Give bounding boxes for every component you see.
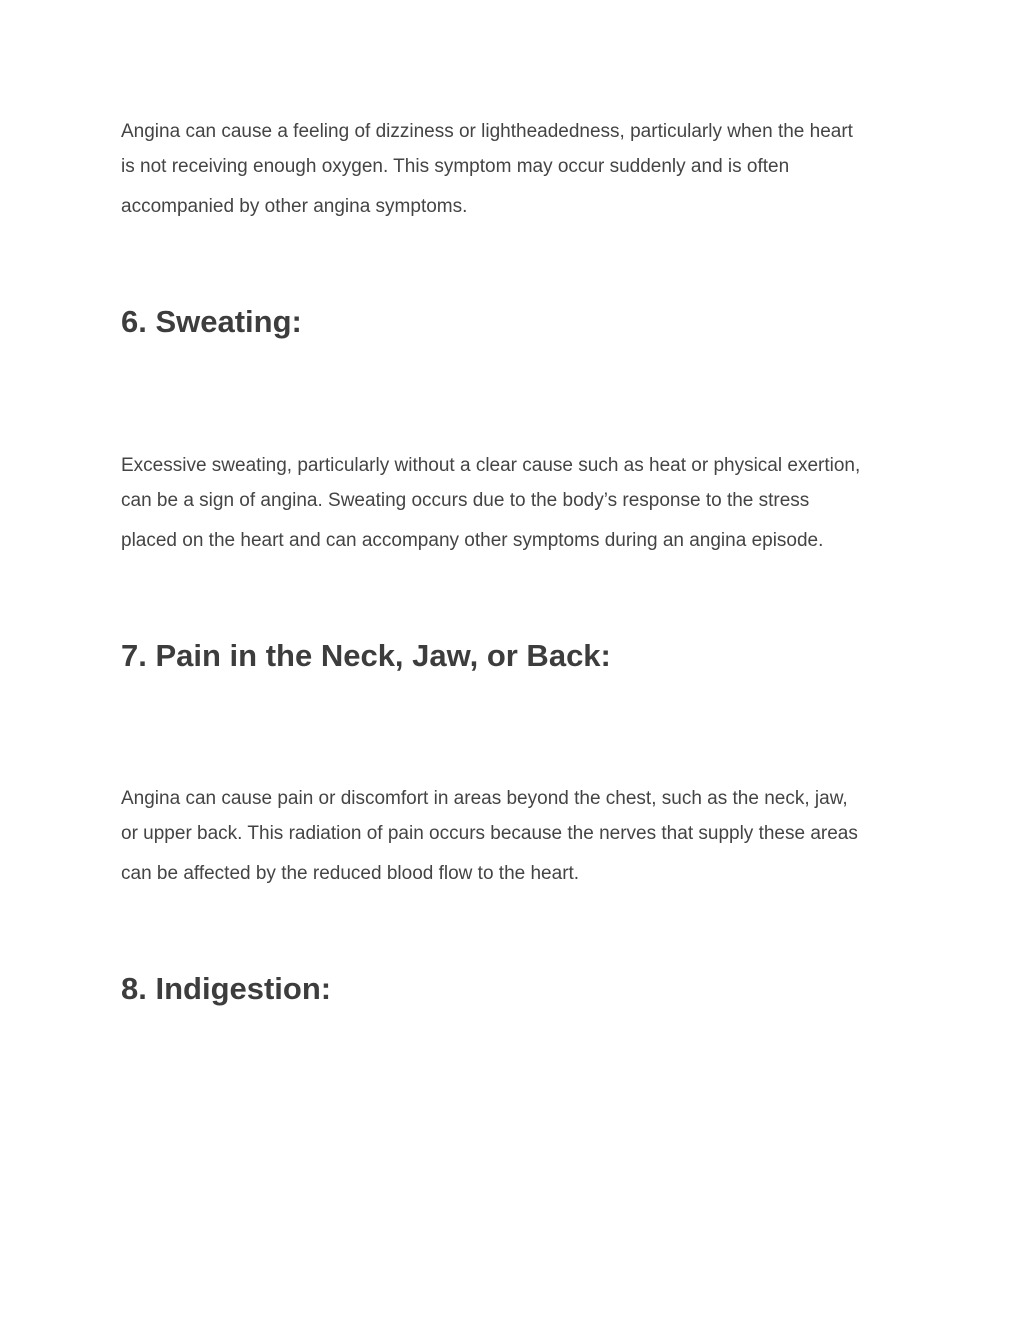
paragraph-line: Excessive sweating, particularly without a clear cause such as heat or physical exertion, <box>121 455 861 476</box>
section-heading-indigestion <box>121 969 911 1009</box>
paragraph-neck-jaw-back <box>121 780 911 892</box>
paragraph-line: or upper back. This radiation of pain occurs because the nerves that supply these areas <box>121 823 858 844</box>
section-heading: 6. Sweating: <box>121 304 302 339</box>
paragraph-text <box>121 447 911 559</box>
paragraph-dizziness <box>121 113 911 225</box>
paragraph-line: placed on the heart and can accompany other symptoms during an angina episode. <box>121 530 824 551</box>
section-heading-neck-jaw-back <box>121 636 911 676</box>
section-heading: 8. Indigestion: <box>121 971 332 1006</box>
paragraph-line: accompanied by other angina symptoms. <box>121 196 468 217</box>
paragraph-line: can be affected by the reduced blood flow to the heart. <box>121 863 580 884</box>
section-heading: 7. Pain in the Neck, Jaw, or Back: <box>121 638 611 673</box>
paragraph-text <box>121 113 911 225</box>
paragraph-line: is not receiving enough oxygen. This symptom may occur suddenly and is often <box>121 156 790 177</box>
paragraph-text <box>121 780 911 892</box>
section-heading-sweating <box>121 302 911 342</box>
paragraph-sweating <box>121 447 911 559</box>
paragraph-line: can be a sign of angina. Sweating occurs due to the body’s response to the stress <box>121 490 810 511</box>
paragraph-line: Angina can cause a feeling of dizziness or lightheadedness, particularly when the heart <box>121 121 853 142</box>
paragraph-line: Angina can cause pain or discomfort in areas beyond the chest, such as the neck, jaw, <box>121 788 848 809</box>
